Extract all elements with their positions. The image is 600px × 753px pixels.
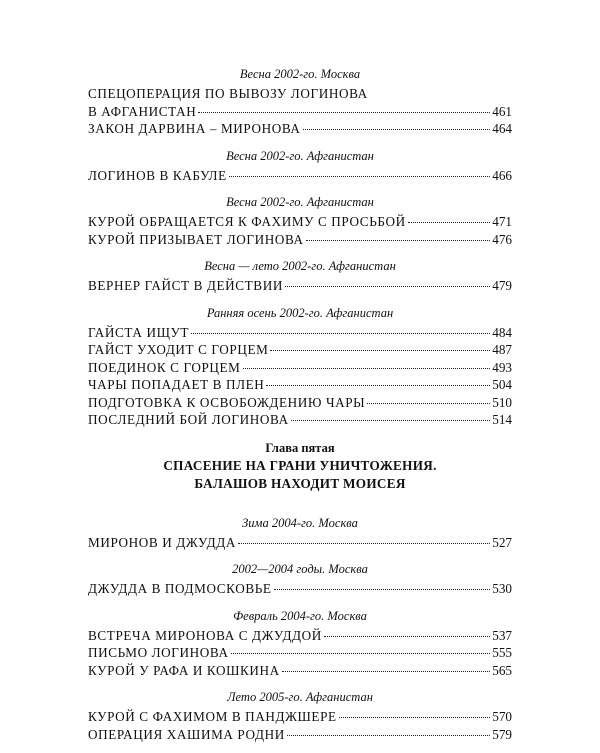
page-number: 570 [492, 709, 512, 724]
dot-leader [274, 589, 491, 590]
toc-entry [88, 85, 512, 120]
toc-entry [88, 708, 512, 726]
dot-leader [229, 176, 490, 177]
page-number: 510 [492, 394, 512, 410]
dot-leader [285, 286, 490, 287]
toc-entry [88, 277, 512, 295]
dot-leader [270, 350, 490, 351]
toc-entry [88, 662, 512, 680]
page-number: 504 [492, 377, 512, 392]
section-heading: Весна 2002-го. Москва [239, 67, 361, 81]
page-number: 461 [492, 103, 512, 119]
toc-entry [88, 324, 512, 342]
section-heading: Весна — лето 2002-го. Афганистан [204, 259, 396, 273]
dot-leader [339, 717, 491, 718]
page-number: 530 [492, 581, 512, 596]
chapter-title-line: СПАСЕНИЕ НА ГРАНИ УНИЧТОЖЕНИЯ. [163, 457, 437, 473]
toc-entry [88, 376, 512, 394]
entry-title-line: СПЕЦОПЕРАЦИЯ ПО ВЫВОЗУ ЛОГИНОВА [88, 86, 368, 101]
toc-entry [88, 231, 512, 249]
toc-entry [88, 580, 512, 598]
toc-section [88, 66, 512, 138]
toc-entry [88, 726, 512, 744]
entry-title: ГАЙСТА ИЩУТ [88, 324, 190, 340]
entry-title: ПОСЛЕДНИЙ БОЙ ЛОГИНОВА [88, 412, 289, 427]
dot-leader [303, 129, 491, 130]
dot-leader [231, 653, 491, 654]
toc-entry [88, 167, 512, 185]
page-number: 466 [492, 167, 512, 183]
entry-title-line: В АФГАНИСТАН [88, 103, 197, 119]
toc-section [88, 258, 512, 295]
dot-leader [198, 112, 490, 113]
dot-leader [367, 403, 490, 404]
entry-title: ЗАКОН ДАРВИНА – МИРОНОВА [88, 121, 301, 136]
page-number: 493 [492, 359, 512, 375]
page-number: 487 [492, 342, 512, 357]
entry-title: ПИСЬМО ЛОГИНОВА [88, 645, 229, 660]
section-heading: Весна 2002-го. Афганистан [226, 195, 374, 209]
dot-leader [266, 385, 490, 386]
toc-entry [88, 213, 512, 231]
entry-title: КУРОЙ С ФАХИМОМ В ПАНДЖШЕРЕ [88, 709, 337, 724]
toc-section [88, 689, 512, 743]
dot-leader [324, 636, 490, 637]
entry-title: ПОЕДИНОК С ГОРЦЕМ [88, 359, 241, 375]
dot-leader [243, 368, 491, 369]
section-heading: Ранняя осень 2002-го. Афганистан [206, 305, 394, 320]
toc-section [88, 515, 512, 552]
entry-title: КУРОЙ ОБРАЩАЕТСЯ К ФАХИМУ С ПРОСЬБОЙ [88, 214, 406, 229]
entry-title: КУРОЙ ПРИЗЫВАЕТ ЛОГИНОВА [88, 231, 304, 247]
toc-entry [88, 644, 512, 662]
toc-section [88, 194, 512, 248]
page-number: 579 [492, 726, 512, 742]
toc-section [88, 608, 512, 680]
section-heading: Лето 2005-го. Афганистан [227, 690, 373, 704]
page-number: 527 [492, 534, 512, 550]
dot-leader [287, 735, 490, 736]
dot-leader [291, 420, 491, 421]
page-number: 565 [492, 662, 512, 678]
toc-entry [88, 341, 512, 359]
entry-title: ПОДГОТОВКА К ОСВОБОЖДЕНИЮ ЧАРЫ [88, 394, 366, 410]
dot-leader [282, 671, 490, 672]
toc-entry [88, 411, 512, 429]
entry-title: ВЕРНЕР ГАЙСТ В ДЕЙСТВИИ [88, 278, 283, 293]
entry-title: ГАЙСТ УХОДИТ С ГОРЦЕМ [88, 342, 269, 357]
page-number: 537 [492, 627, 512, 643]
chapter-label: Глава пятая [265, 440, 335, 455]
entry-title: ДЖУДДА В ПОДМОСКОВЬЕ [88, 581, 272, 596]
toc-section [88, 305, 512, 429]
dot-leader [306, 240, 491, 241]
entry-title: ОПЕРАЦИЯ ХАШИМА РОДНИ [88, 726, 285, 742]
page-number: 484 [492, 324, 512, 340]
toc-entry [88, 120, 512, 138]
dot-leader [408, 222, 491, 223]
page-number: 479 [492, 278, 512, 293]
section-heading: Весна 2002-го. Афганистан [226, 148, 374, 163]
dot-leader [191, 333, 490, 334]
toc-entry [88, 394, 512, 412]
page-number: 464 [492, 121, 512, 136]
chapter-title-line: БАЛАШОВ НАХОДИТ МОИСЕЯ [194, 475, 406, 491]
entry-title: ВСТРЕЧА МИРОНОВА С ДЖУДДОЙ [88, 627, 322, 643]
page-number: 514 [492, 412, 512, 427]
entry-title: КУРОЙ У РАФА И КОШКИНА [88, 662, 280, 678]
dot-leader [238, 543, 490, 544]
entry-title: ЛОГИНОВ В КАБУЛЕ [88, 167, 227, 183]
section-heading: Февраль 2004-го. Москва [233, 608, 367, 623]
toc-content [88, 66, 512, 753]
toc-section [88, 148, 512, 185]
entry-title: МИРОНОВ И ДЖУДДА [88, 534, 236, 550]
section-heading: 2002—2004 годы. Москва [232, 562, 368, 576]
toc-entry [88, 534, 512, 552]
toc-entry [88, 359, 512, 377]
toc-section [88, 561, 512, 598]
page-number: 476 [492, 231, 512, 247]
toc-entry [88, 627, 512, 645]
section-heading: Зима 2004-го. Москва [242, 515, 358, 530]
page-number: 555 [492, 645, 512, 660]
page-number: 471 [492, 214, 512, 229]
chapter-heading [88, 439, 512, 493]
entry-title: ЧАРЫ ПОПАДАЕТ В ПЛЕН [88, 377, 265, 392]
